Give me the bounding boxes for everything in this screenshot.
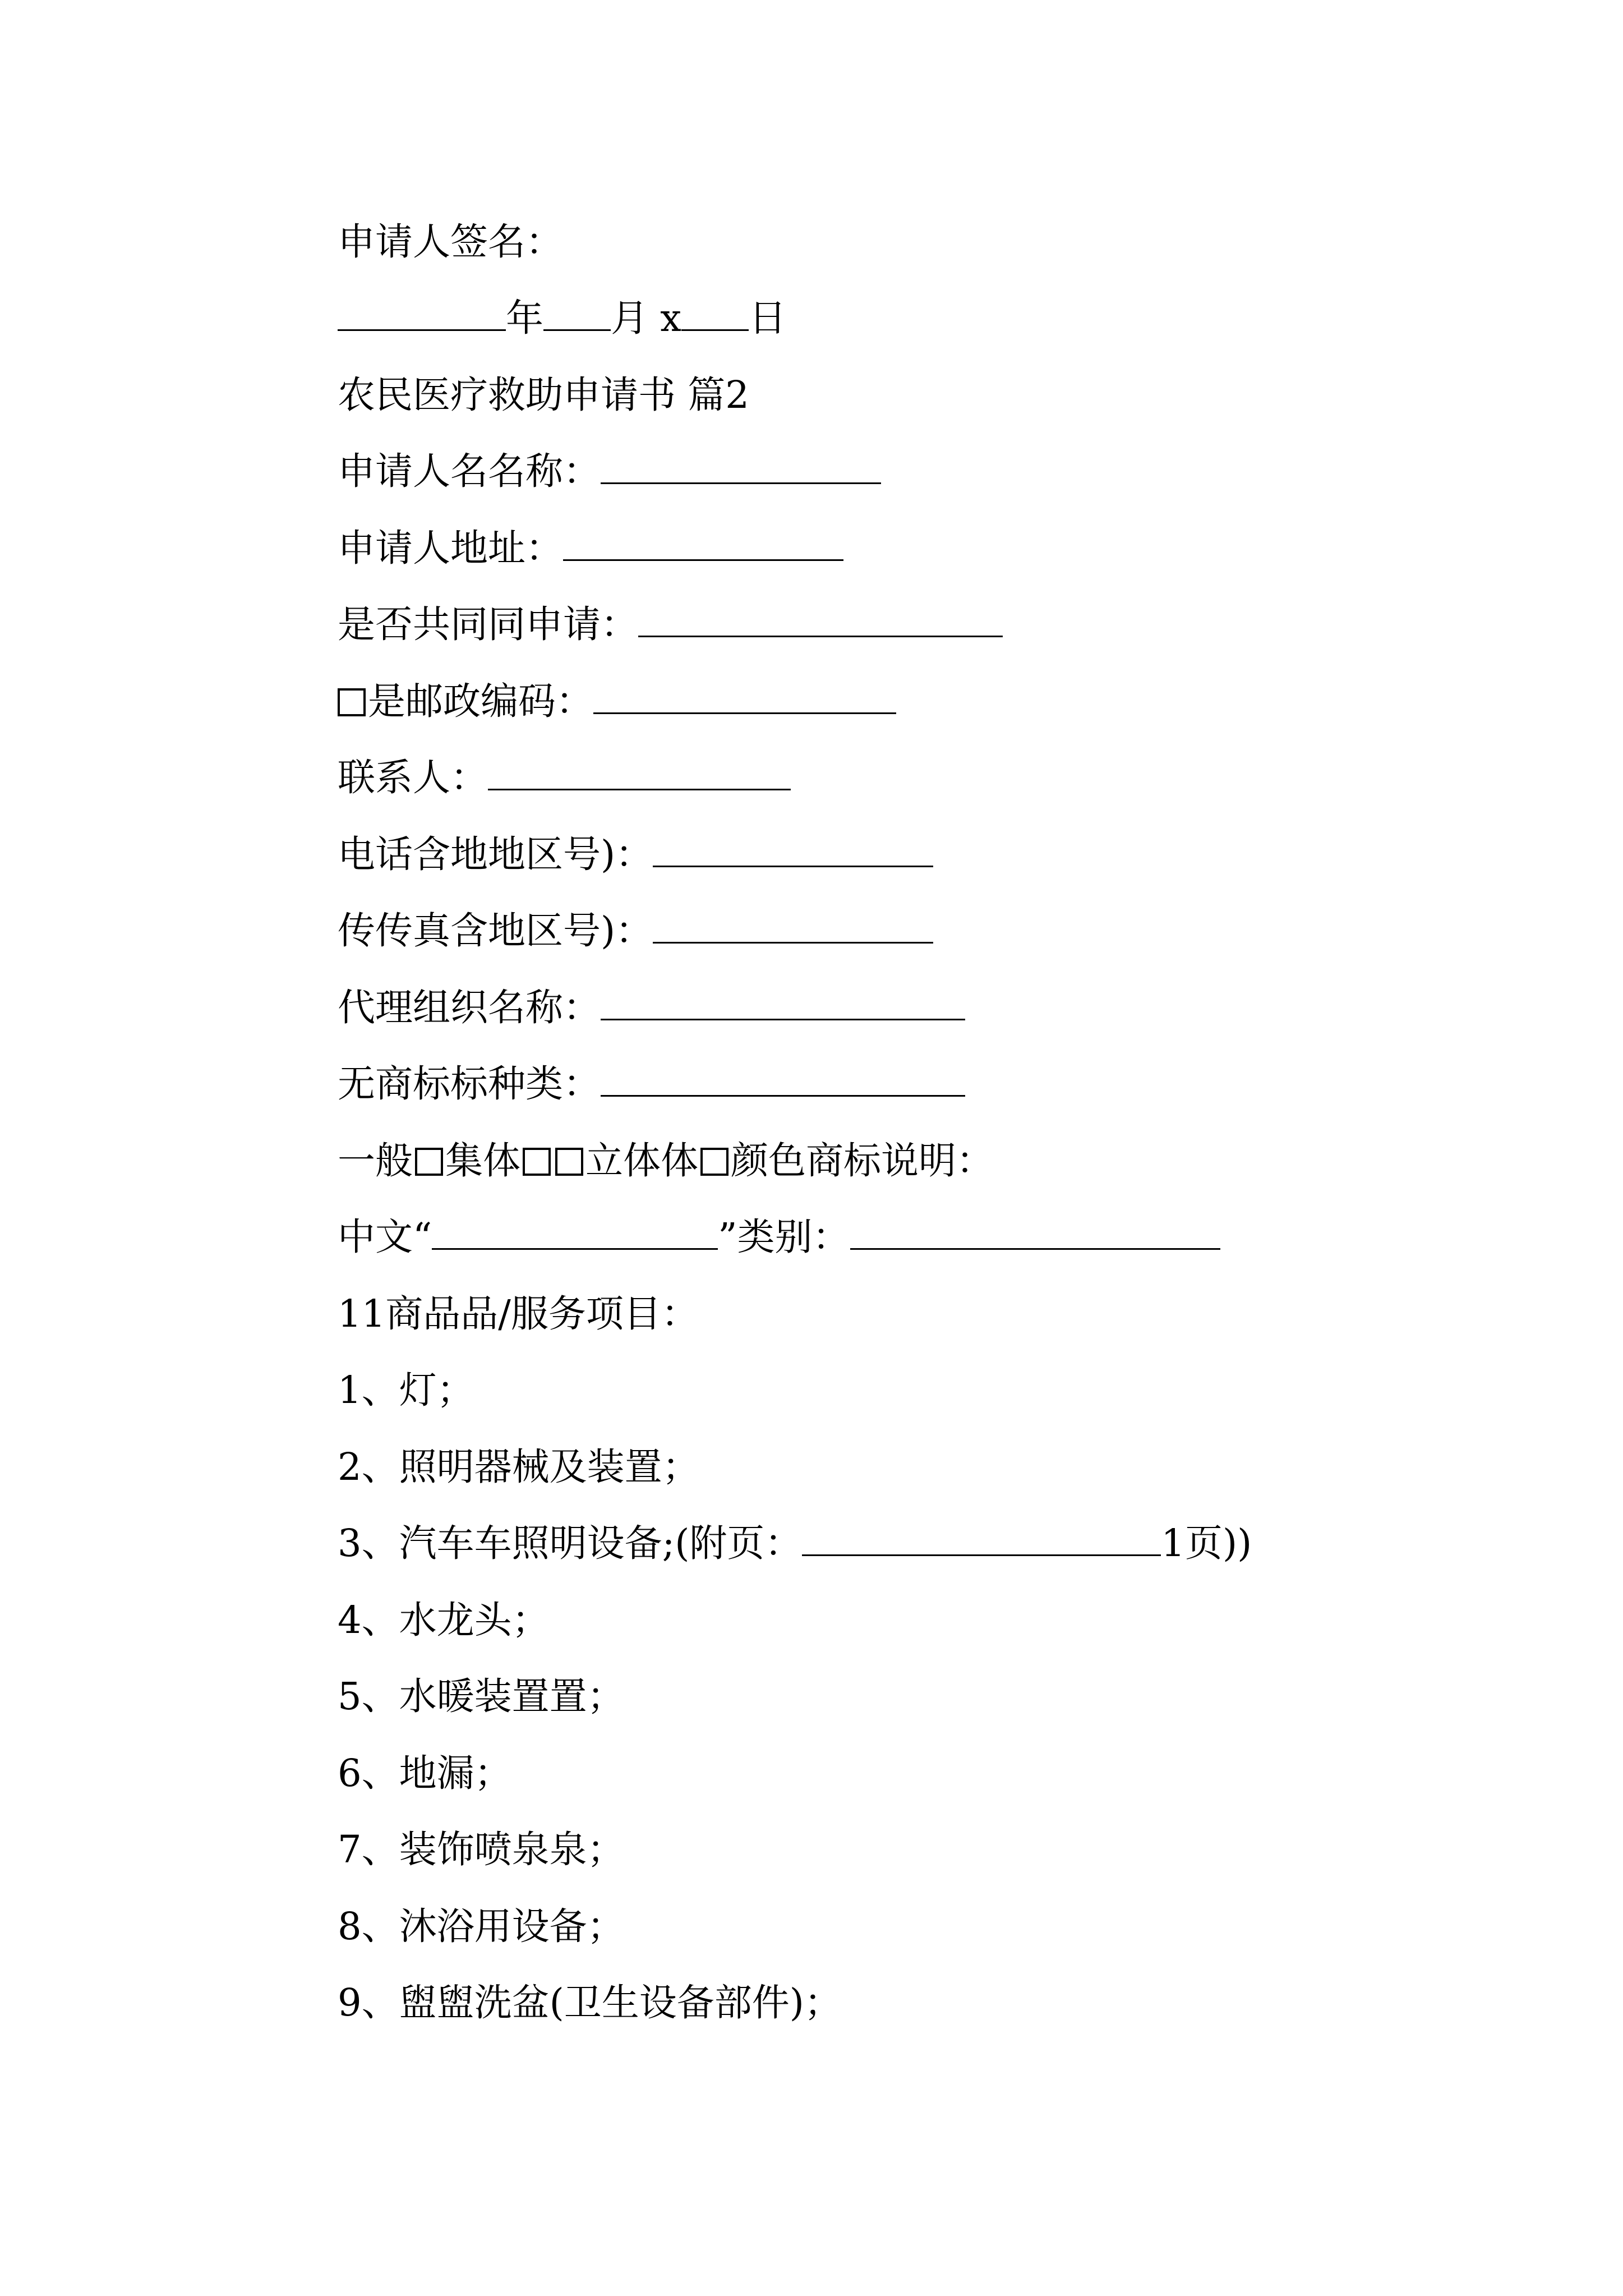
agency-line: [338, 985, 965, 1030]
contact-line: [338, 755, 791, 800]
phone-blank: [653, 832, 933, 867]
list-item: [338, 1674, 625, 1719]
item3-suffix: 1页)): [1161, 1521, 1252, 1565]
applicant-address-blank: [563, 526, 843, 561]
fax-blank: [653, 908, 933, 944]
month-blank: [543, 296, 611, 331]
applicant-address-line: [338, 526, 843, 570]
item-text: 2、照明器械及装置；: [338, 1445, 700, 1489]
mark-type-line: [338, 1061, 965, 1106]
agency-label: 代理组织名称：: [338, 986, 601, 1029]
item-text: 1、灯；: [338, 1368, 474, 1412]
postal-code-line: [338, 679, 896, 724]
applicant-name-blank: [601, 449, 881, 484]
checkbox-icon: [700, 1148, 728, 1176]
fax-line: [338, 908, 933, 953]
fax-label: 传传真含地区号)：: [338, 909, 653, 953]
item-text: 6、地漏；: [338, 1751, 512, 1795]
chinese-suffix: ”类别：: [718, 1215, 850, 1259]
checkbox-icon: [338, 688, 366, 716]
list-item: [338, 1598, 550, 1642]
mark-color-label: 颜色商标说明：: [731, 1139, 994, 1182]
goods-header: [338, 1291, 699, 1336]
list-item: [338, 1521, 1252, 1566]
item-text: 9、盥盥洗盆(卫生设备部件)；: [338, 1981, 842, 2024]
list-item: [338, 1444, 700, 1489]
checkbox-icon: [523, 1148, 551, 1176]
mark-general-label: 一般: [338, 1139, 413, 1182]
month-label: 月 x: [611, 296, 682, 340]
list-item: [338, 1827, 625, 1872]
signature-line: [338, 219, 563, 264]
chinese-line: [338, 1214, 1220, 1259]
item-text: 8、沐浴用设备；: [338, 1904, 625, 1948]
mark-type-label: 无商标标种类：: [338, 1062, 601, 1106]
agency-blank: [601, 985, 965, 1020]
postal-code-label: 是邮政编码：: [368, 679, 593, 723]
joint-application-blank: [638, 602, 1003, 637]
contact-label: 联系人：: [338, 756, 488, 799]
mark-type-blank: [601, 1061, 965, 1097]
date-line: [338, 296, 786, 341]
applicant-name-line: [338, 449, 881, 494]
attachment-blank: [802, 1521, 1161, 1556]
postal-code-blank: [593, 679, 896, 714]
phone-label: 电话含地地区号)：: [338, 832, 653, 876]
category-blank: [850, 1214, 1220, 1250]
mark-options-line: [338, 1138, 994, 1183]
checkbox-icon: [555, 1148, 583, 1176]
mark-3d-label: 立体体: [585, 1139, 698, 1182]
phone-line: [338, 832, 933, 877]
mark-collective-label: 集体: [445, 1139, 520, 1182]
joint-application-label: 是否共同同申请：: [338, 602, 638, 646]
list-item: [338, 1368, 474, 1412]
item-text: 5、水暖装置置；: [338, 1674, 625, 1718]
year-label: 年: [506, 296, 543, 340]
list-item: [338, 1980, 842, 2025]
item-text: 7、装饰喷泉泉；: [338, 1828, 625, 1871]
item-text: 4、水龙头；: [338, 1598, 550, 1642]
applicant-address-label: 申请人地址：: [338, 526, 563, 570]
signature-label: 申请人签名：: [338, 220, 563, 264]
section-title-text: 农民医疗救助申请书 篇2: [338, 373, 749, 417]
section-title: [338, 372, 749, 417]
chinese-blank: [432, 1214, 718, 1250]
applicant-name-label: 申请人名名称：: [338, 449, 601, 493]
list-item: [338, 1751, 512, 1796]
contact-blank: [488, 755, 791, 790]
year-blank: [338, 296, 506, 331]
checkbox-icon: [415, 1148, 443, 1176]
day-blank: [681, 296, 749, 331]
chinese-prefix: 中文“: [338, 1215, 432, 1259]
day-label: 日: [749, 296, 787, 340]
list-item: [338, 1904, 625, 1949]
item3-prefix: 3、汽车车照明设备;(附页：: [338, 1521, 803, 1565]
goods-header-text: 11商品品/服务项目：: [338, 1292, 699, 1336]
joint-application-line: [338, 602, 1003, 647]
